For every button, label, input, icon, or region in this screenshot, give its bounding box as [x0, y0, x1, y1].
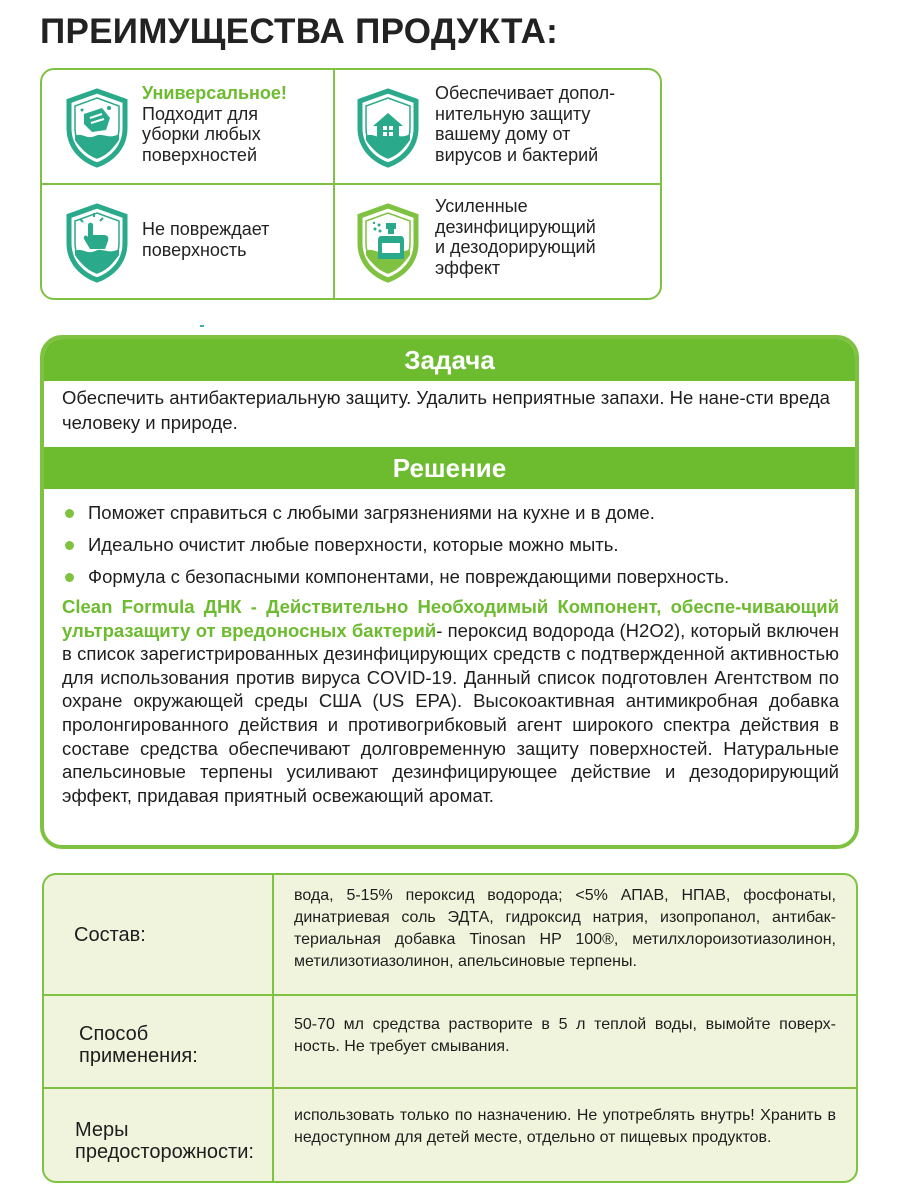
page-title: ПРЕИМУЩЕСТВА ПРОДУКТА: — [40, 12, 559, 51]
advantage-highlight: Универсальное! — [142, 83, 287, 103]
task-text: Обеспечить антибактериальную защиту. Удалить неприятные запахи. Не нане-сти вреда человеку и природе. — [62, 387, 830, 433]
precautions-value: использовать только по назначению. Не употреблять внутрь! Хранить в недоступном для детей месте, отдельно от пищевых продуктов. — [294, 1107, 836, 1146]
task-solution-box — [40, 335, 859, 849]
bullet-text: Поможет справиться с любыми загрязнениями на кухне и в доме. — [88, 502, 655, 523]
list-item — [62, 497, 839, 529]
precautions-label-line: Меры — [75, 1119, 129, 1141]
advantage-line: уборки любых — [142, 124, 261, 144]
advantages-grid — [40, 68, 662, 300]
usage-label-line: Способ — [79, 1022, 149, 1045]
advantage-line: Подходит для — [142, 103, 259, 124]
product-info-table — [42, 873, 858, 1183]
composition-label: Состав: — [44, 875, 274, 994]
task-heading: Задача — [44, 339, 855, 381]
precautions-label — [44, 1089, 274, 1181]
solution-paragraph — [62, 595, 839, 807]
decorative-mark — [200, 325, 204, 327]
brand-text: Clean Formula ДНК - Действительно Необходимый Компонент, обеспе-чивающий ультразащиту от вредоносных бактерий — [62, 596, 839, 641]
bullet-text: Формула с безопасными компонентами, не повреждающими поверхность. — [88, 566, 730, 587]
bullet-text: Идеально очистит любые поверхности, которые можно мыть. — [88, 534, 619, 555]
advantage-line: эффект — [435, 257, 501, 278]
hand-wipe-icon — [62, 88, 132, 168]
advantage-disinfecting — [335, 185, 662, 300]
list-item — [62, 529, 839, 561]
usage-value: 50-70 мл средства растворите в 5 л теплой воды, вымойте поверх-ность. Не требует смывания. — [294, 1016, 836, 1055]
advantage-protection — [335, 70, 662, 185]
table-row-precautions — [44, 1089, 856, 1181]
spray-bottle-icon — [353, 203, 423, 283]
advantage-line: вашему дому от — [435, 124, 571, 144]
advantage-line: поверхность — [142, 239, 247, 260]
bullet-icon — [65, 541, 74, 550]
house-shield-icon — [353, 88, 423, 168]
list-item — [62, 561, 839, 593]
advantage-no-damage — [42, 185, 335, 300]
bullet-icon — [65, 573, 74, 582]
table-row-usage — [44, 996, 856, 1089]
touch-surface-icon — [62, 203, 132, 283]
advantage-line: Не повреждает — [142, 219, 270, 239]
table-row-composition — [44, 875, 856, 996]
usage-label — [44, 996, 274, 1087]
advantage-line: и дезодорирующий — [435, 237, 596, 257]
advantage-line: поверхностей — [142, 144, 257, 165]
precautions-label-line: предосторожности: — [75, 1141, 254, 1163]
usage-label-line: применения: — [79, 1044, 198, 1067]
advantage-line: нительную защиту — [435, 103, 591, 124]
advantage-universal — [42, 70, 335, 185]
solution-heading: Решение — [44, 447, 855, 489]
advantage-line: дезинфицирующий — [435, 216, 596, 237]
advantage-line: Усиленные — [435, 196, 528, 216]
bullet-icon — [65, 509, 74, 518]
solution-list — [62, 497, 839, 593]
advantage-line: Обеспечивает допол- — [435, 83, 616, 103]
paragraph-text: - пероксид водорода (H2O2), который включен в список зарегистрированных дезинфицирующих средств с подтвержденной активностью для использования против вируса COVID-19. Данный список подготовлен Агентством по охране окружающей среды США (US EPA). Высокоактивная антимикробная добавка пролонгированного действия и противогрибковый агент широкого спектра действия в составе средства обеспечивают долговременную защиту поверхностей. Натуральные апельсиновые терпены усиливают дезинфицирующее действие и дезодорирующий эффект, придавая приятный освежающий аромат. — [62, 619, 839, 806]
composition-value: вода, 5-15% пероксид водорода; <5% АПАВ, НПАВ, фосфонаты, динатриевая соль ЭДТА, гидроксид натрия, изопропанол, антибак-териальная добавка Tinosan HP 100®, метилхлороизотиазолинон, метилизотиазолинон, апельсиновые терпены. — [294, 887, 836, 970]
solution-body — [44, 489, 855, 807]
advantage-line: вирусов и бактерий — [435, 144, 599, 165]
